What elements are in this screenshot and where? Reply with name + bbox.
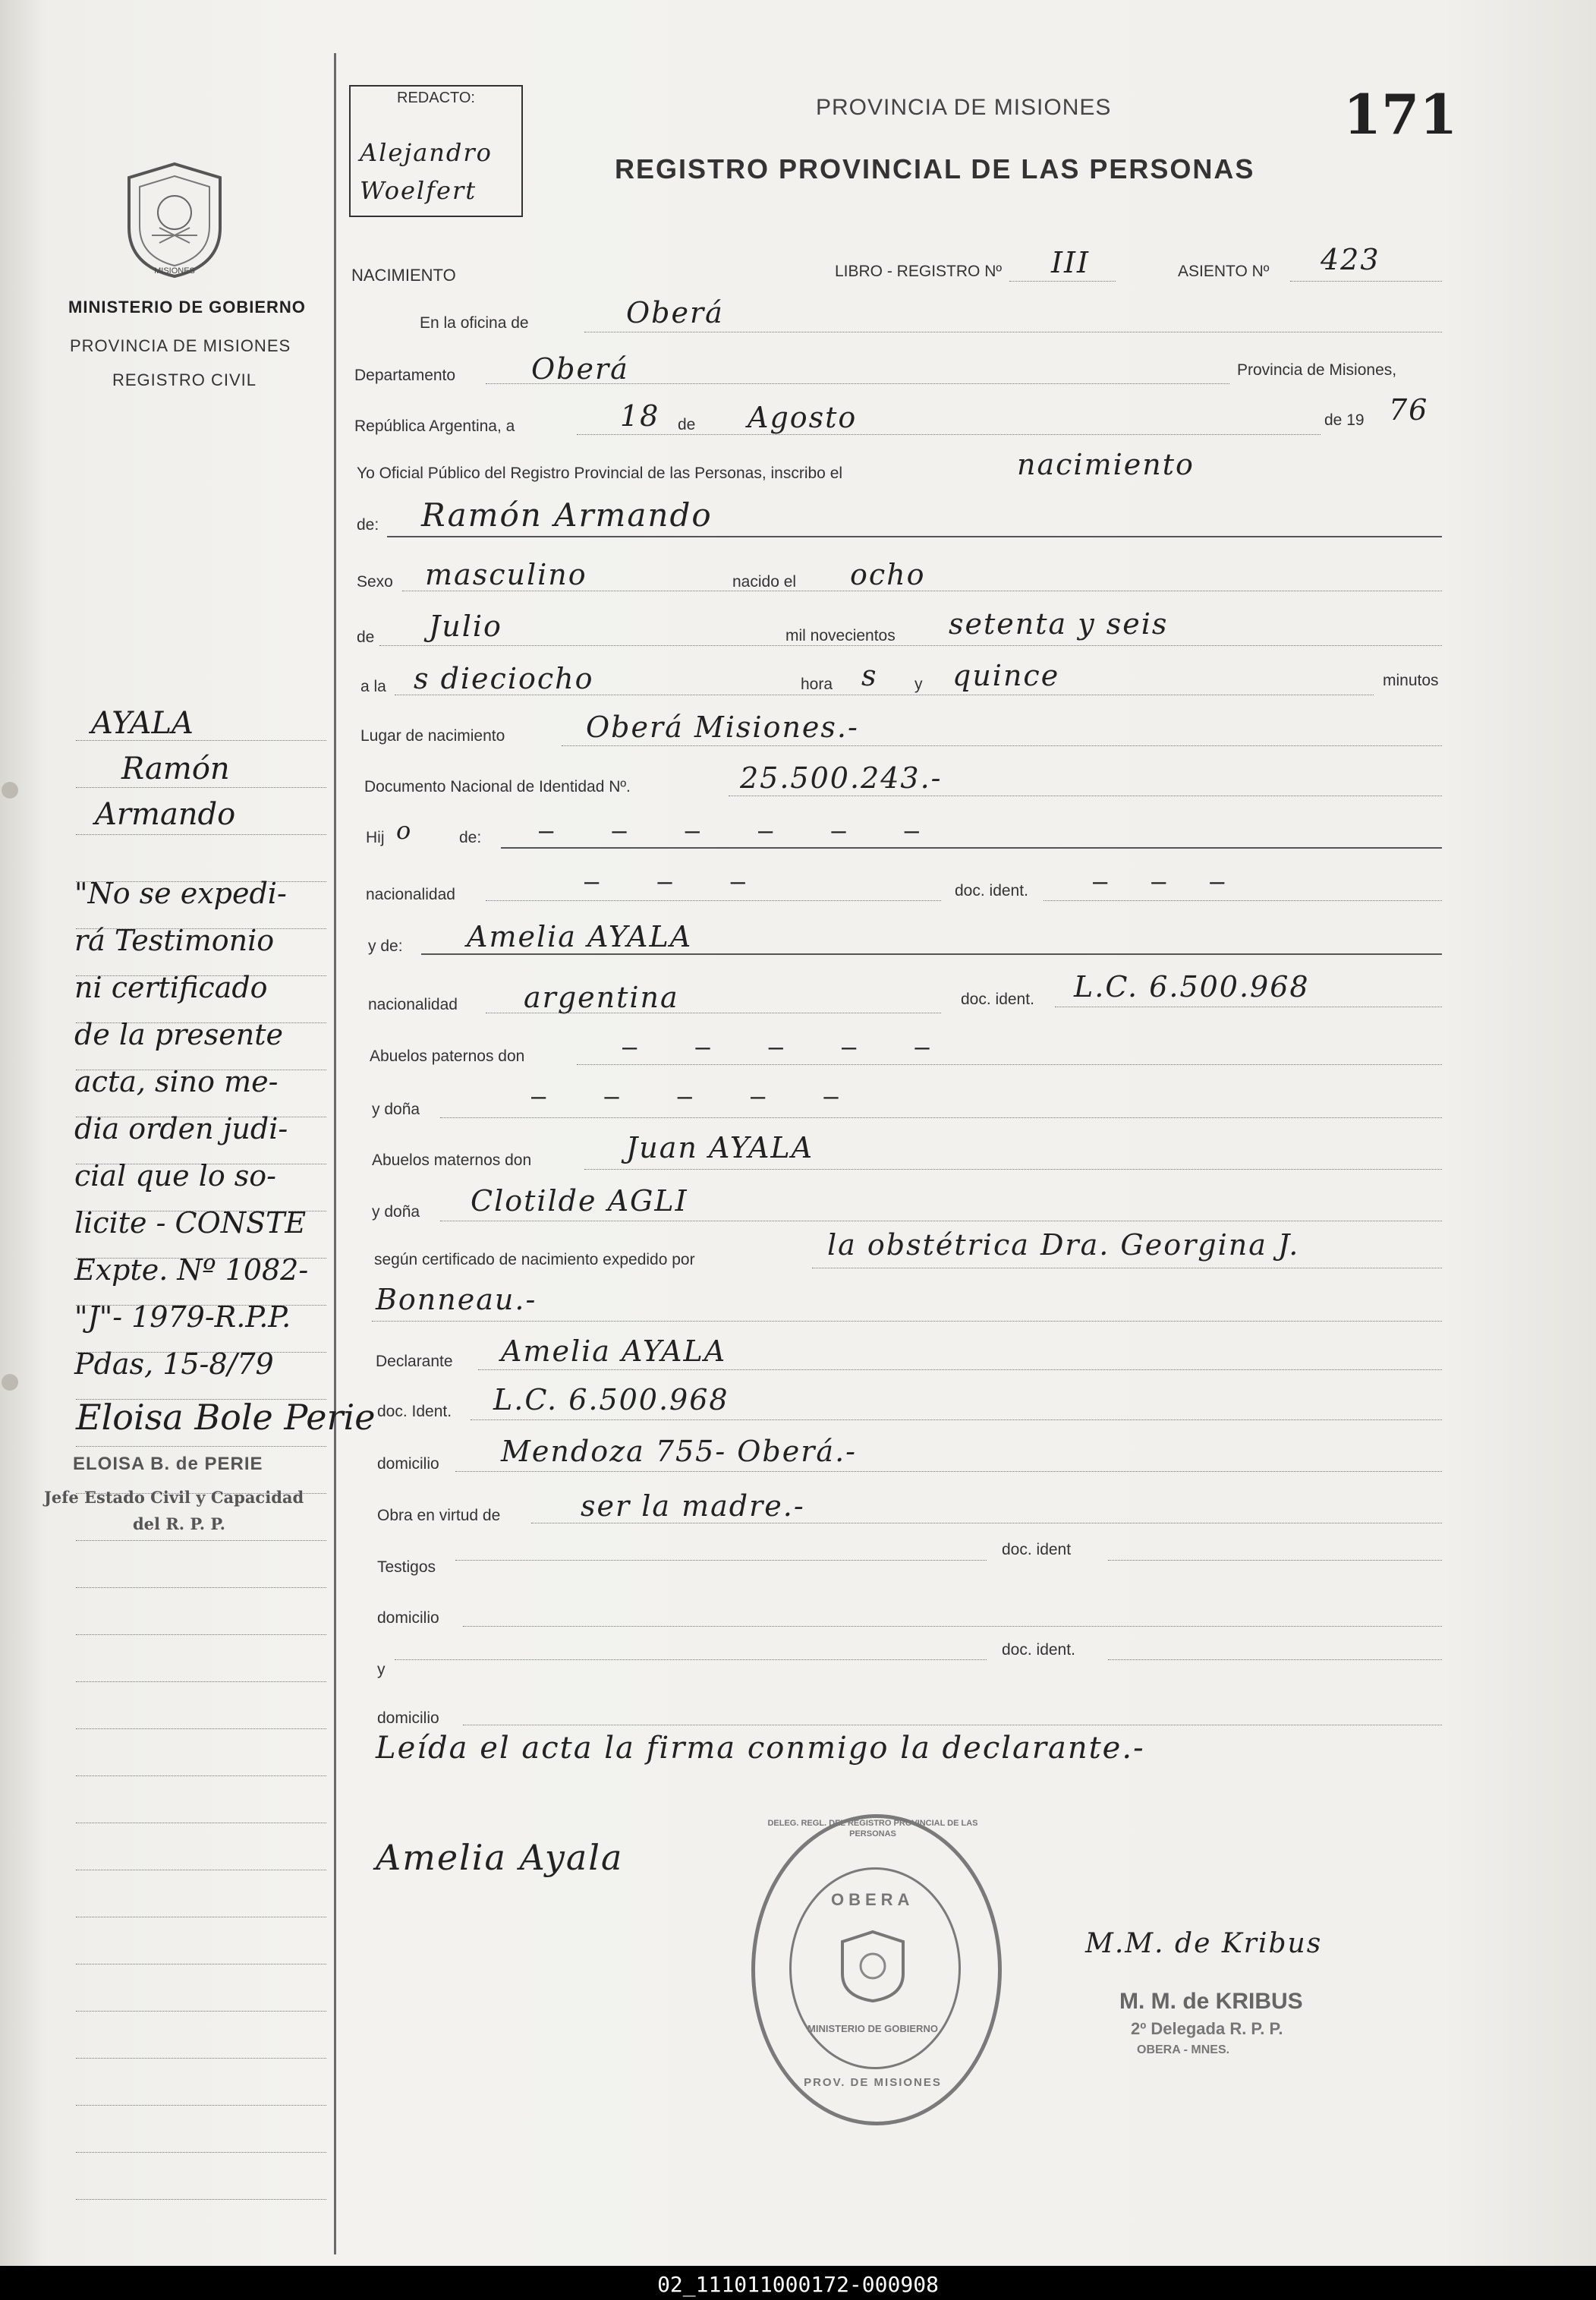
margin-note-line: "No se expedi- <box>74 877 287 910</box>
doc-ident-madre-label: doc. ident. <box>961 991 1034 1008</box>
margin-ruled-line <box>76 1540 326 1541</box>
doc-padre-dashes: — — — <box>1093 867 1225 896</box>
official-place: OBERA - MNES. <box>1137 2043 1230 2056</box>
departamento-value: Oberá <box>531 352 629 386</box>
redacto-line1: Alejandro <box>360 138 493 167</box>
hijo-value: o <box>396 816 413 845</box>
asiento-value: 423 <box>1321 243 1380 276</box>
official-stamp-emblem <box>835 1928 911 2004</box>
doc-ident-label: doc. ident. <box>955 882 1028 900</box>
redacto-label: REDACTO: <box>397 90 475 106</box>
official-name: M. M. de KRIBUS <box>1119 1989 1303 2014</box>
margin-ruled-line <box>76 2011 326 2012</box>
margin-ruled-line <box>76 1634 326 1635</box>
nacionalidad-label: nacionalidad <box>366 886 455 903</box>
provincia-subtitle: PROVINCIA DE MISIONES <box>70 336 291 355</box>
republica-label: República Argentina, a <box>354 417 515 435</box>
minutos-value: quince <box>952 659 1060 692</box>
official-stamp-bottom: PROV. DE MISIONES <box>804 2076 942 2089</box>
margin-note-line: rá Testimonio <box>74 924 275 957</box>
ministerio-title: MINISTERIO DE GOBIERNO <box>68 298 306 317</box>
nacionalidad-madre-value: argentina <box>524 981 679 1014</box>
libro-value: III <box>1051 246 1091 279</box>
doc-ident-testigo2-label: doc. ident. <box>1002 1641 1075 1659</box>
margin-note-line: de la presente <box>74 1018 283 1051</box>
margin-ruled-line <box>76 2199 326 2200</box>
doc-madre-value: L.C. 6.500.968 <box>1074 970 1310 1003</box>
page-number: 171 <box>1343 82 1458 147</box>
margin-ruled-line <box>76 787 326 788</box>
testigos-label: Testigos <box>377 1558 436 1576</box>
margin-rule <box>334 53 336 2254</box>
sexo-value: masculino <box>425 558 587 591</box>
domicilio-testigo2-label: domicilio <box>377 1709 439 1727</box>
provincia-misiones-label: Provincia de Misiones, <box>1237 361 1397 379</box>
margin-ruled-line <box>76 834 326 835</box>
dia-value: 18 <box>620 399 660 433</box>
doc-ident-decl-label: doc. Ident. <box>377 1403 452 1420</box>
domicilio-value: Mendoza 755- Oberá.- <box>501 1435 857 1468</box>
mes-value: Agosto <box>748 401 858 434</box>
margin-note-line: licite - CONSTE <box>74 1206 307 1240</box>
oficial-text: Yo Oficial Público del Registro Provincial de las Personas, inscribo el <box>357 465 843 482</box>
margin-stamp-name: ELOISA B. de PERIE <box>73 1454 263 1474</box>
mil-label: mil novecientos <box>785 627 896 644</box>
official-stamp-outer-text: DELEG. REGL. DEL REGISTRO PROVINCIAL DE LAS PERSONAS <box>767 1819 978 1838</box>
anio-value: 76 <box>1389 393 1429 427</box>
y-testigo2-label: y <box>377 1661 386 1678</box>
hijo-label: Hij <box>366 829 385 846</box>
margin-ruled-line <box>76 2058 326 2059</box>
lugar-value: Oberá Misiones.- <box>586 710 859 744</box>
hora-label: hora <box>801 676 833 693</box>
abuelos-maternos-label: Abuelos maternos don <box>372 1152 532 1169</box>
asiento-label: ASIENTO Nº <box>1178 263 1270 280</box>
official-stamp-city: OBERA <box>831 1890 914 1909</box>
hora-value: s <box>861 659 878 692</box>
declarante-value: Amelia AYALA <box>501 1334 727 1368</box>
margin-note-line: Pdas, 15-8/79 <box>74 1347 274 1381</box>
domicilio-testigo1-label: domicilio <box>377 1609 439 1627</box>
libro-label: LIBRO - REGISTRO Nº <box>835 263 1003 280</box>
margin-signature: Eloisa Bole Perie <box>76 1397 376 1438</box>
sexo-label: Sexo <box>357 573 393 591</box>
domicilio-label: domicilio <box>377 1455 439 1473</box>
margin-ruled-line <box>76 1587 326 1588</box>
anio-label: de 19 <box>1324 411 1365 429</box>
binder-hole-bottom <box>2 1374 18 1391</box>
segun-value: la obstétrica Dra. Georgina J. <box>827 1228 1300 1262</box>
segun-label: según certificado de nacimiento expedido por <box>374 1251 695 1268</box>
nacido-label: nacido el <box>732 573 797 591</box>
y-label: y <box>914 676 923 693</box>
segun-value2: Bonneau.- <box>376 1283 537 1316</box>
y-dona-materna-label: y doña <box>372 1203 420 1221</box>
redacto-line2: Woelfert <box>360 176 477 205</box>
registro-civil-subtitle: REGISTRO CIVIL <box>112 370 257 389</box>
margin-stamp-title1: Jefe Estado Civil y Capacidad <box>44 1488 304 1507</box>
margin-note-line: cial que lo so- <box>74 1159 277 1193</box>
margin-ruled-line <box>76 1775 326 1776</box>
margin-ruled-line <box>76 2105 326 2106</box>
alas-label: a la <box>360 678 386 695</box>
de-label: de <box>678 416 696 433</box>
margin-name-second: Armando <box>95 797 236 832</box>
oficial-value: nacimiento <box>1017 448 1195 481</box>
footer-bar <box>0 2266 1596 2300</box>
dni-value: 25.500.243.- <box>740 761 943 795</box>
margin-name-first: Ramón <box>121 751 230 786</box>
margin-note-line: Expte. Nº 1082- <box>74 1253 309 1287</box>
seal-caption: MISIONES <box>154 266 195 276</box>
abuelo-paterno-dashes: — — — — — <box>622 1032 930 1061</box>
footer-id: 02_111011000172-000908 <box>657 2272 939 2297</box>
nombre-value: Ramón Armando <box>421 496 713 534</box>
dni-label: Documento Nacional de Identidad Nº. <box>364 778 631 796</box>
anio-nac-value: setenta y seis <box>949 607 1169 641</box>
margin-note-line: acta, sino me- <box>74 1065 279 1098</box>
obra-label: Obra en virtud de <box>377 1507 501 1524</box>
margin-ruled-line <box>76 2152 326 2153</box>
nacimiento-label: NACIMIENTO <box>351 266 456 285</box>
official-stamp-ministry: MINISTERIO DE GOBIERNO <box>807 2023 938 2034</box>
abuela-paterna-dashes: — — — — — <box>531 1082 839 1111</box>
margin-stamp-title2: del R. P. P. <box>133 1514 225 1533</box>
margin-note-line: dia orden judi- <box>74 1112 288 1145</box>
hijo-de-label: de: <box>459 829 482 846</box>
doc-ident-testigo1-label: doc. ident <box>1002 1541 1072 1558</box>
nacionalidad-padre-dashes: — — — <box>584 867 745 896</box>
margin-name-surname: AYALA <box>91 706 194 741</box>
margin-ruled-line <box>76 1728 326 1729</box>
margin-note-line: "J"- 1979-R.P.P. <box>74 1300 291 1334</box>
oficina-value: Oberá <box>626 296 724 329</box>
margin-note-line: ni certificado <box>74 971 268 1004</box>
abuela-materna-value: Clotilde AGLI <box>471 1184 688 1218</box>
redacto-box <box>349 85 523 217</box>
declarante-signature: Amelia Ayala <box>376 1837 624 1878</box>
oficina-label: En la oficina de <box>420 314 529 332</box>
obra-value: ser la madre.- <box>581 1489 805 1523</box>
departamento-label: Departamento <box>354 367 456 384</box>
minutos-label: minutos <box>1383 672 1439 689</box>
header-registro: REGISTRO PROVINCIAL DE LAS PERSONAS <box>615 153 1255 184</box>
margin-ruled-line <box>76 1681 326 1682</box>
lugar-label: Lugar de nacimiento <box>360 727 505 745</box>
mes-nac-value: Julio <box>429 610 502 643</box>
official-signature: M.M. de Kribus <box>1085 1928 1323 1959</box>
y-dona-paterna-label: y doña <box>372 1101 420 1118</box>
header-provincia: PROVINCIA DE MISIONES <box>816 95 1112 120</box>
doc-ident-decl-value: L.C. 6.500.968 <box>493 1383 729 1416</box>
provincial-seal <box>121 159 228 281</box>
abuelo-materno-value: Juan AYALA <box>626 1131 814 1164</box>
margin-ruled-line <box>76 1446 326 1447</box>
nacionalidad-madre-label: nacionalidad <box>368 996 458 1013</box>
official-title: 2º Delegada R. P. P. <box>1131 2019 1283 2038</box>
y-de-label: y de: <box>368 937 403 955</box>
declarante-label: Declarante <box>376 1353 453 1370</box>
binder-hole-top <box>2 782 18 799</box>
de2-label: de <box>357 629 375 646</box>
madre-value: Amelia AYALA <box>467 920 693 953</box>
abuelos-paternos-label: Abuelos paternos don <box>370 1048 525 1065</box>
nacido-value: ocho <box>850 558 926 591</box>
de-nombre-label: de: <box>357 516 379 534</box>
alas-value: s dieciocho <box>414 662 594 695</box>
closing-text: Leída el acta la firma conmigo la declarante.- <box>376 1731 1145 1766</box>
padre-dashes: — — — — — — <box>539 816 919 845</box>
